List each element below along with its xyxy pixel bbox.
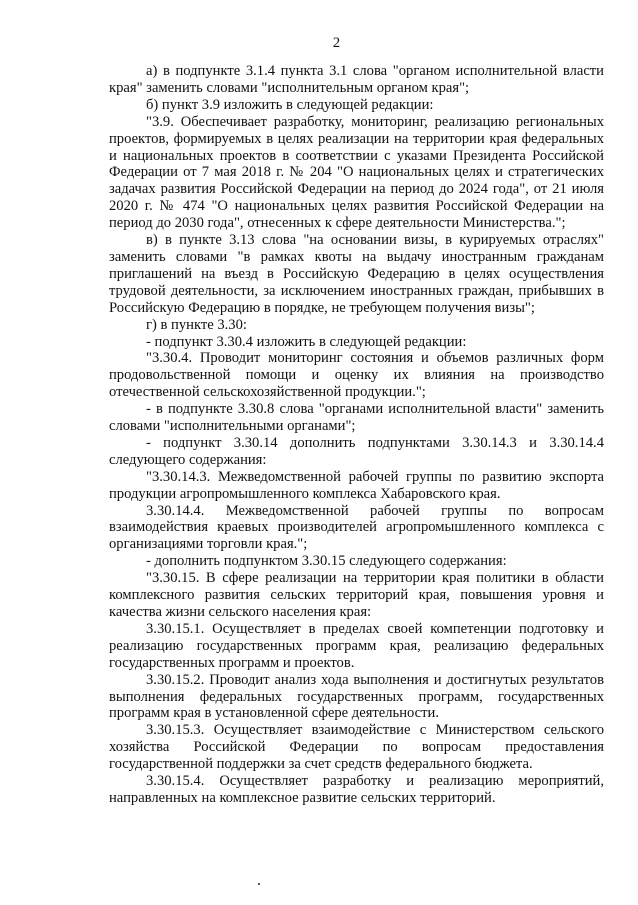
page-number: 2 bbox=[332, 35, 341, 51]
paragraph-3-30-14-4: 3.30.14.4. Межведомственной рабочей группы по вопросам взаимодействия краевых производителей агропромышленного комплекса с организациями торговли края."; bbox=[109, 502, 604, 553]
paragraph-a: а) в подпункте 3.1.4 пункта 3.1 слова "органом исполнительной власти края" заменить словами "исполнительным органом края"; bbox=[109, 63, 604, 96]
paragraph-3-30-15-4: 3.30.15.4. Осуществляет разработку и реализацию мероприятий, направленных на комплексное развитие сельских территорий. bbox=[109, 773, 604, 806]
paragraph-3-30-15-1: 3.30.15.1. Осуществляет в пределах своей компетенции подготовку и реализацию государственных программ края, реализацию федеральных государственных программ и проектов. bbox=[109, 620, 604, 671]
paragraph-b: б) пункт 3.9 изложить в следующей редакции: bbox=[146, 96, 434, 113]
paragraph-g: г) в пункте 3.30: bbox=[146, 316, 247, 333]
paragraph-3-30-15-intro: - дополнить подпунктом 3.30.15 следующего содержания: bbox=[146, 553, 507, 570]
paragraph-3-30-15: "3.30.15. В сфере реализации на территории края политики в области комплексного развития сельских территорий края, повышения уровня и качества жизни сельского населения края: bbox=[109, 570, 604, 620]
paragraph-3-30-14-3: "3.30.14.3. Межведомственной рабочей группы по развитию экспорта продукции агропромышленного комплекса Хабаровского края. bbox=[109, 468, 604, 502]
paragraph-3-30-8: - в подпункте 3.30.8 слова "органами исполнительной власти" заменить словами "исполнительными органами"; bbox=[109, 401, 604, 435]
scan-dot bbox=[258, 883, 260, 885]
paragraph-3-30-14-intro: - подпункт 3.30.14 дополнить подпунктами 3.30.14.3 и 3.30.14.4 следующего содержания: bbox=[109, 434, 604, 468]
paragraph-v: в) в пункте 3.13 слова "на основании визы, в курируемых отраслях" заменить словами "в рамках квоты на выдачу иностранным гражданам приглашений на въезд в Российскую Федерацию в целях осуществления трудовой деятельности, за исключением иностранных граждан, прибывших в Российскую Федерацию в порядке, не требующем получения визы"; bbox=[109, 232, 604, 316]
paragraph-3-9: "3.9. Обеспечивает разработку, мониторинг, реализацию региональных проектов, формируемых в целях реализации на территории края федеральных и национальных проектов в соответствии с указами Президента Российской Федерации от 7 мая 2018 г. № 204 "О национальных целях и стратегических задачах развития Российской Федерации на период до 2024 года", от 21 июля 2020 г. № 474 "О национальных целях развития Российской Федерации на период до 2030 года", отнесенных к сфере деятельности Министерства."; bbox=[109, 113, 604, 232]
paragraph-3-30-4-intro: - подпункт 3.30.4 изложить в следующей редакции: bbox=[146, 333, 467, 350]
paragraph-3-30-15-3: 3.30.15.3. Осуществляет взаимодействие с Министерством сельского хозяйства Российской Федерации по вопросам предоставления государственной поддержки за счет средств федерального бюджета. bbox=[109, 722, 604, 773]
paragraph-3-30-15-2: 3.30.15.2. Проводит анализ хода выполнения и достигнутых результатов выполнения федеральных государственных программ, государственных программ края в установленной сфере деятельности. bbox=[109, 671, 604, 722]
paragraph-3-30-4: "3.30.4. Проводит мониторинг состояния и объемов различных форм продовольственной помощи и оценку их влияния на производство отечественной сельскохозяйственной продукции."; bbox=[109, 350, 604, 401]
